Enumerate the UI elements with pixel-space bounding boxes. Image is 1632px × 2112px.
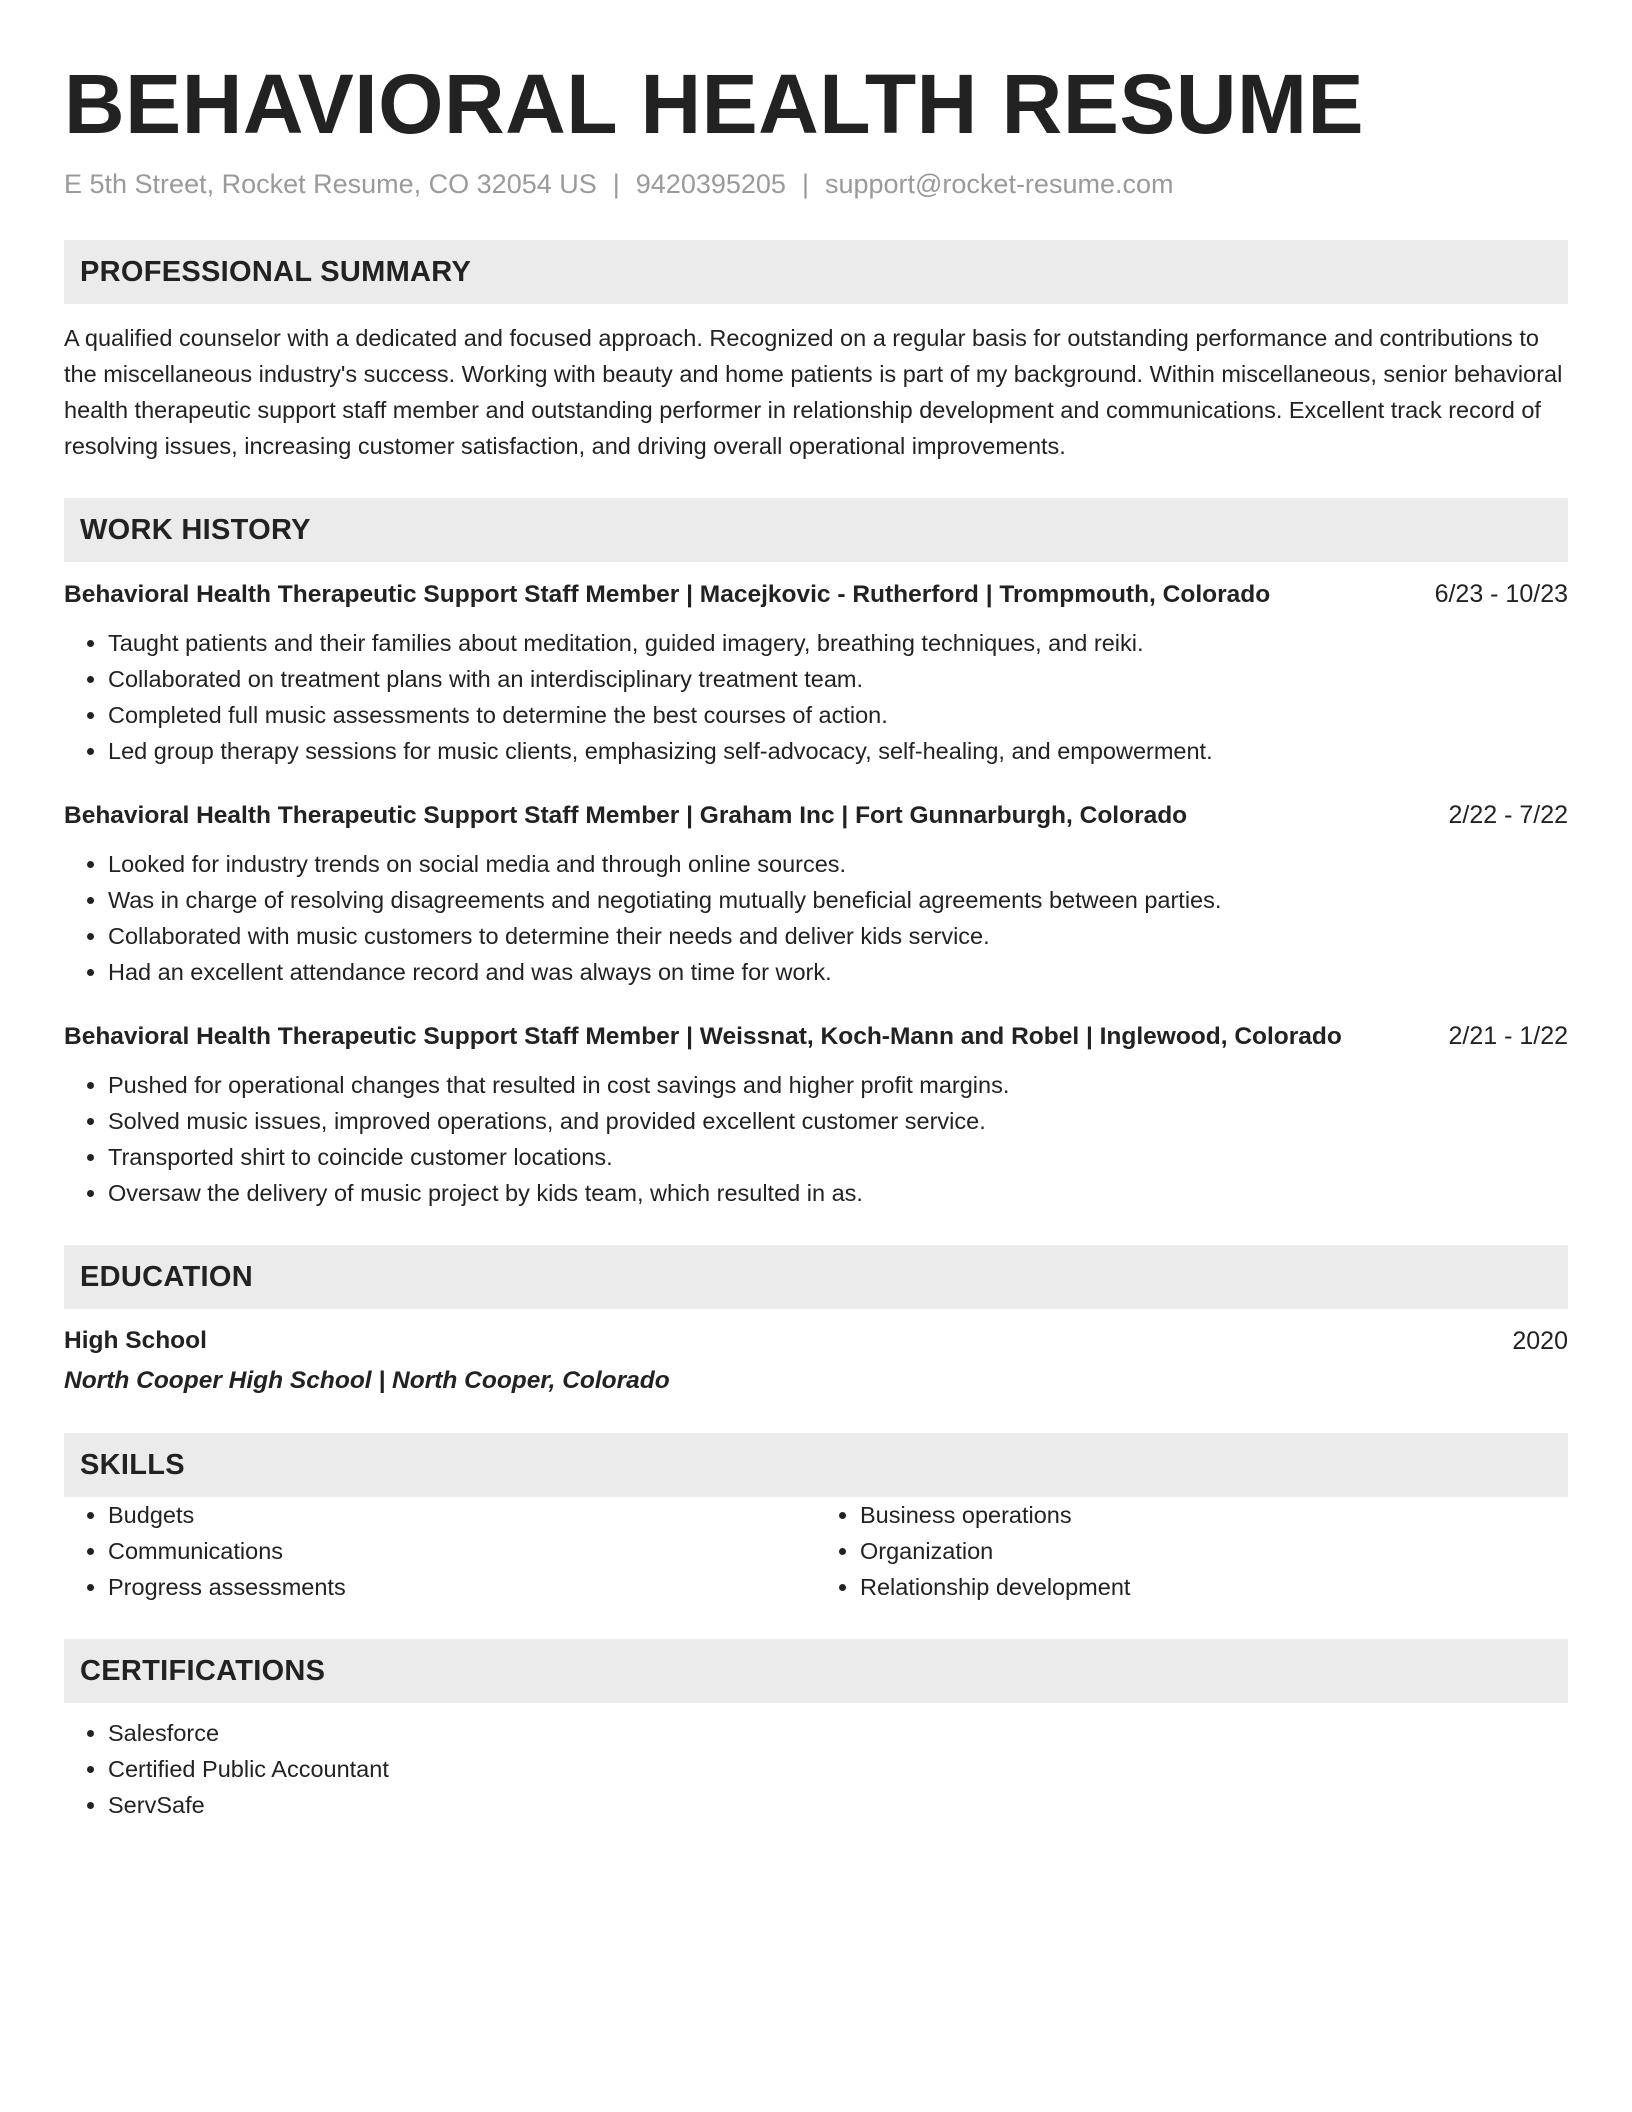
job-dates: 2/21 - 1/22 xyxy=(1448,1022,1568,1050)
separator: | xyxy=(612,169,620,199)
job-bullets xyxy=(64,1067,1568,1211)
list-item: • Collaborated with music customers to determine their needs and deliver kids service. xyxy=(108,918,1568,954)
list-item: • Certified Public Accountant xyxy=(108,1751,1568,1787)
list-item: • ServSafe xyxy=(108,1787,1568,1823)
job-title: Behavioral Health Therapeutic Support Staff Member | Weissnat, Koch-Mann and Robel | Inglewood, Colorado xyxy=(64,1023,1342,1050)
education-year: 2020 xyxy=(1512,1327,1568,1355)
list-item: • Collaborated on treatment plans with an interdisciplinary treatment team. xyxy=(108,661,1568,697)
list-item: • Completed full music assessments to determine the best courses of action. xyxy=(108,697,1568,733)
list-item: • Oversaw the delivery of music project by kids team, which resulted in as. xyxy=(108,1175,1568,1211)
list-item: • Salesforce xyxy=(108,1715,1568,1751)
section-header-summary: PROFESSIONAL SUMMARY xyxy=(64,240,1568,304)
education-school: North Cooper High School | North Cooper, Colorado xyxy=(64,1367,670,1394)
job-header xyxy=(64,1018,1568,1055)
job-dates: 6/23 - 10/23 xyxy=(1434,580,1568,608)
job-title: Behavioral Health Therapeutic Support Staff Member | Graham Inc | Fort Gunnarburgh, Colorado xyxy=(64,802,1188,829)
section-header-work-history: WORK HISTORY xyxy=(64,498,1568,562)
list-item: • Progress assessments xyxy=(108,1569,816,1605)
separator: | xyxy=(801,169,809,199)
list-item: • Transported shirt to coincide customer locations. xyxy=(108,1139,1568,1175)
job-header xyxy=(64,797,1568,834)
list-item: • Business operations xyxy=(860,1497,1568,1533)
certifications-list xyxy=(64,1715,1568,1823)
contact-line xyxy=(64,166,1568,202)
job-bullets xyxy=(64,625,1568,769)
list-item: • Taught patients and their families about meditation, guided imagery, breathing techniques, and reiki. xyxy=(108,625,1568,661)
list-item: • Pushed for operational changes that resulted in cost savings and higher profit margins. xyxy=(108,1067,1568,1103)
job-title: Behavioral Health Therapeutic Support Staff Member | Macejkovic - Rutherford | Trompmouth, Colorado xyxy=(64,581,1271,608)
section-header-education: EDUCATION xyxy=(64,1245,1568,1309)
job-entry xyxy=(64,1018,1568,1211)
resume-title: BEHAVIORAL HEALTH RESUME xyxy=(64,57,1365,151)
list-item: • Organization xyxy=(860,1533,1568,1569)
address: E 5th Street, Rocket Resume, CO 32054 US xyxy=(64,169,597,199)
job-entry xyxy=(64,797,1568,990)
job-dates: 2/22 - 7/22 xyxy=(1448,801,1568,829)
skills-column-left xyxy=(64,1497,816,1605)
list-item: • Budgets xyxy=(108,1497,816,1533)
job-bullets xyxy=(64,846,1568,990)
phone: 9420395205 xyxy=(635,169,786,199)
education-header xyxy=(64,1323,1568,1359)
job-header xyxy=(64,576,1568,613)
list-item: • Communications xyxy=(108,1533,816,1569)
section-header-certifications: CERTIFICATIONS xyxy=(64,1639,1568,1703)
education-entry xyxy=(64,1323,1568,1399)
list-item: • Solved music issues, improved operations, and provided excellent customer service. xyxy=(108,1103,1568,1139)
job-entry xyxy=(64,576,1568,769)
summary-text: A qualified counselor with a dedicated and focused approach. Recognized on a regular basis for outstanding performance and contributions to the miscellaneous industry's success. Working with beauty and home patients is part of my background. Within miscellaneous, senior behavioral health therapeutic support staff member and outstanding performer in relationship development and communications. Excellent track record of resolving issues, increasing customer satisfaction, and driving overall operational improvements. xyxy=(64,325,1563,459)
list-item: • Led group therapy sessions for music clients, emphasizing self-advocacy, self-healing, and empowerment. xyxy=(108,733,1568,769)
section-header-skills: SKILLS xyxy=(64,1433,1568,1497)
skills-grid xyxy=(64,1497,1568,1605)
list-item: • Looked for industry trends on social media and through online sources. xyxy=(108,846,1568,882)
email: support@rocket-resume.com xyxy=(824,169,1174,199)
education-degree: High School xyxy=(64,1327,207,1354)
list-item: • Relationship development xyxy=(860,1569,1568,1605)
skills-column-right xyxy=(816,1497,1568,1605)
list-item: • Was in charge of resolving disagreements and negotiating mutually beneficial agreements between parties. xyxy=(108,882,1568,918)
list-item: • Had an excellent attendance record and was always on time for work. xyxy=(108,954,1568,990)
